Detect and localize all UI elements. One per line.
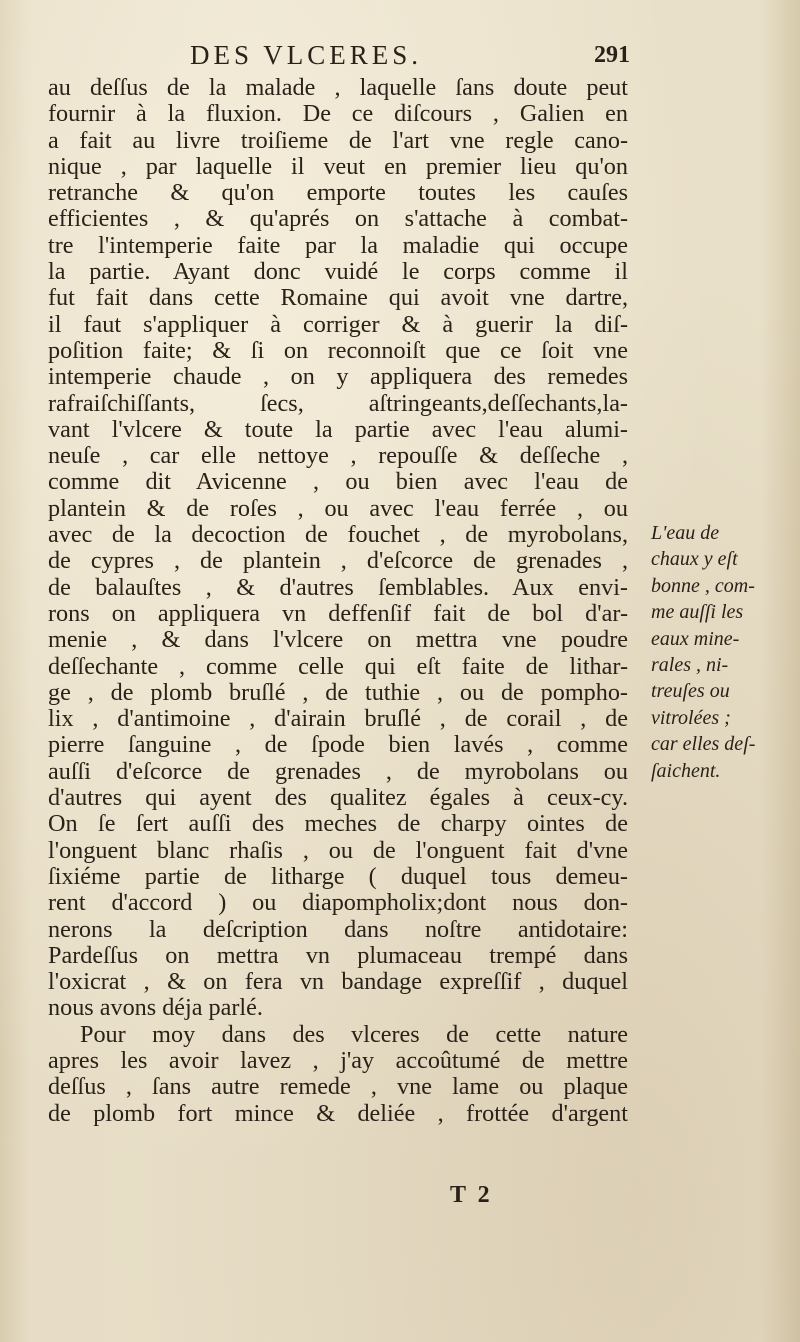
signature-mark: T 2 [450,1182,493,1208]
text-line: avec de la decoction de fouchet , de myrobolans, [48,521,628,549]
margin-note-line: eaux mine- [651,627,740,650]
text-line: auſſi d'eſcorce de grenades , de myrobolans ou [48,757,628,785]
text-line: rent d'accord ) ou diapompholix;dont nous don- [48,889,628,917]
margin-note-line: ſaichent. [651,759,721,782]
text-line: rafraiſchiſſants, ſecs, aſtringeants,deſſechants,la- [48,389,628,417]
margin-note-line: car elles deſ- [651,733,756,756]
margin-note-line: L'eau de [651,522,720,544]
text-line: efficientes , & qu'aprés on s'attache à combat- [48,205,628,233]
text-line: poſition faite; & ſi on reconnoiſt que ce ſoit vne [48,336,628,364]
text-line: ge , de plomb bruſlé , de tuthie , ou de pompho- [48,678,628,706]
margin-note-line: bonne , com- [651,574,755,597]
text-line: rons on appliquera vn deffenſif fait de bol d'ar- [48,599,628,627]
text-line: retranche & qu'on emporte toutes les cauſes [48,179,628,207]
text-line: Pardeſſus on mettra vn plumaceau trempé dans [48,941,628,969]
text-line: tre l'intemperie faite par la maladie qui occupe [48,231,628,259]
margin-note-line: treuſes ou [651,680,730,703]
text-line: deſſechante , comme celle qui eſt faite de lithar- [48,652,628,680]
text-line: menie , & dans l'vlcere on mettra vne poudre [48,626,628,654]
page-number: 291 [594,42,630,68]
text-line: lix , d'antimoine , d'airain bruſlé , de corail , de [48,705,628,733]
text-line: de cypres , de plantein , d'eſcorce de grenades , [48,547,628,575]
text-line: intemperie chaude , on y appliquera des remedes [48,363,628,391]
text-line: deſſus , ſans autre remede , vne lame ou plaque [48,1073,628,1101]
text-line: la partie. Ayant donc vuidé le corps comme il [48,258,628,286]
text-line: au deſſus de la malade , laquelle ſans doute peut [48,74,628,101]
text-line: comme dit Avicenne , ou bien avec l'eau de [48,468,628,496]
text-line: fut fait dans cette Romaine qui avoit vne dartre, [48,284,628,312]
margin-note-line: rales , ni- [651,654,729,677]
text-line: neuſe , car elle nettoye , repouſſe & deſſeche , [48,442,628,470]
main-text-block [48,75,628,1127]
text-line: apres les avoir lavez , j'ay accoûtumé de mettre [48,1046,628,1074]
text-line: vant l'vlcere & toute la partie avec l'eau alumi- [48,415,628,443]
text-line: pierre ſanguine , de ſpode bien lavés , comme [48,731,628,759]
text-line: de balauſtes , & d'autres ſemblables. Aux envi- [48,573,628,601]
text-line: nous avons déja parlé. [48,994,263,1022]
text-line: On ſe ſert auſſi des meches de charpy ointes de [48,810,628,838]
margin-note-line: chaux y eſt [651,548,738,571]
text-line: l'onguent blanc rhaſis , ou de l'onguent fait d'vne [48,836,628,864]
text-line: plantein & de roſes , ou avec l'eau ferrée , ou [48,494,628,522]
running-title: DES VLCERES. [190,40,423,70]
margin-note-line: me auſſi les [651,601,744,624]
text-line: nerons la deſcription dans noſtre antidotaire: [48,915,628,943]
text-line: fournir à la fluxion. De ce diſcours , Galien en [48,100,628,128]
text-line: a fait au livre troiſieme de l'art vne regle cano- [48,126,628,154]
margin-note-line: vitrolées ; [651,706,731,729]
text-line: il faut s'appliquer à corriger & à guerir la diſ- [48,310,628,338]
text-line: d'autres qui ayent des qualitez égales à ceux-cy. [48,784,628,812]
text-line: l'oxicrat , & on fera vn bandage expreſſif , duquel [48,968,628,996]
text-line: Pour moy dans des vlceres de cette nature [80,1020,628,1048]
margin-note [651,520,771,784]
text-line: ſixiéme partie de litharge ( duquel tous demeu- [48,862,628,890]
text-line: nique , par laquelle il veut en premier lieu qu'on [48,152,628,180]
text-line: de plomb fort mince & deliée , frottée d'argent [48,1099,628,1127]
